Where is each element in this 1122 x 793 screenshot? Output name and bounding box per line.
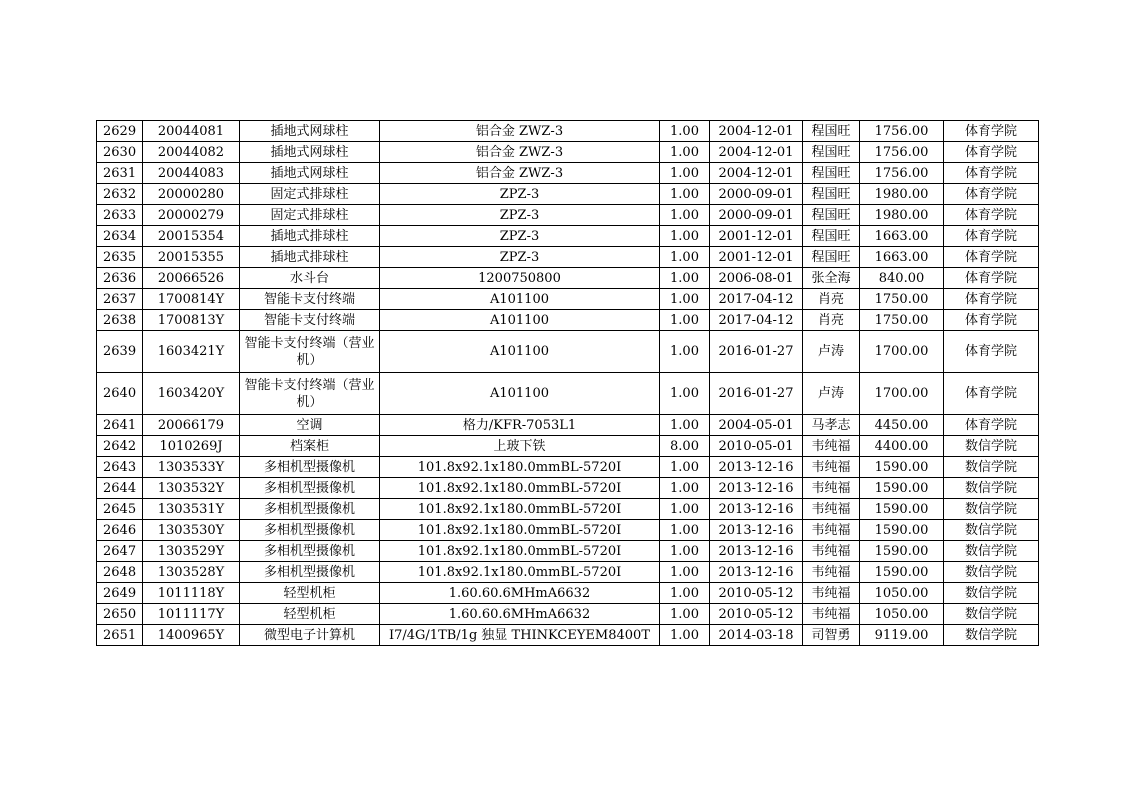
cell-spec: 铝合金 ZWZ-3 xyxy=(380,163,660,184)
table-row xyxy=(97,625,1039,646)
cell-asset-name: 插地式网球柱 xyxy=(240,163,380,184)
cell-asset-name: 多相机型摄像机 xyxy=(240,520,380,541)
cell-spec: ZPZ-3 xyxy=(380,205,660,226)
cell-custodian: 肖亮 xyxy=(803,289,860,310)
cell-custodian: 韦纯福 xyxy=(803,436,860,457)
cell-department: 体育学院 xyxy=(944,268,1039,289)
cell-spec: I7/4G/1TB/1g 独显 THINKCEYEM8400T xyxy=(380,625,660,646)
cell-quantity: 1.00 xyxy=(660,373,710,415)
table-row xyxy=(97,205,1039,226)
cell-custodian: 韦纯福 xyxy=(803,604,860,625)
cell-spec: ZPZ-3 xyxy=(380,226,660,247)
table-body xyxy=(97,121,1039,646)
cell-department: 数信学院 xyxy=(944,499,1039,520)
table-row xyxy=(97,583,1039,604)
cell-department: 体育学院 xyxy=(944,163,1039,184)
cell-department: 数信学院 xyxy=(944,457,1039,478)
cell-quantity: 1.00 xyxy=(660,499,710,520)
table-row xyxy=(97,184,1039,205)
cell-asset-id: 20044081 xyxy=(143,121,240,142)
cell-date: 2006-08-01 xyxy=(710,268,803,289)
cell-price: 1756.00 xyxy=(860,163,944,184)
cell-asset-name: 空调 xyxy=(240,415,380,436)
cell-seq: 2644 xyxy=(97,478,143,499)
cell-seq: 2651 xyxy=(97,625,143,646)
cell-price: 1700.00 xyxy=(860,373,944,415)
cell-asset-id: 1303531Y xyxy=(143,499,240,520)
cell-asset-id: 1303532Y xyxy=(143,478,240,499)
cell-quantity: 1.00 xyxy=(660,478,710,499)
cell-seq: 2630 xyxy=(97,142,143,163)
cell-asset-id: 1303533Y xyxy=(143,457,240,478)
cell-department: 体育学院 xyxy=(944,415,1039,436)
cell-asset-id: 1603420Y xyxy=(143,373,240,415)
cell-custodian: 韦纯福 xyxy=(803,520,860,541)
cell-seq: 2637 xyxy=(97,289,143,310)
table-row xyxy=(97,310,1039,331)
cell-custodian: 程国旺 xyxy=(803,205,860,226)
cell-quantity: 1.00 xyxy=(660,583,710,604)
cell-asset-name: 插地式网球柱 xyxy=(240,142,380,163)
cell-quantity: 1.00 xyxy=(660,625,710,646)
cell-quantity: 1.00 xyxy=(660,184,710,205)
cell-spec: 1200750800 xyxy=(380,268,660,289)
cell-custodian: 程国旺 xyxy=(803,184,860,205)
cell-seq: 2629 xyxy=(97,121,143,142)
cell-seq: 2650 xyxy=(97,604,143,625)
cell-department: 体育学院 xyxy=(944,331,1039,373)
cell-quantity: 1.00 xyxy=(660,121,710,142)
cell-spec: A101100 xyxy=(380,310,660,331)
cell-spec: 1.60.60.6MHmA6632 xyxy=(380,583,660,604)
cell-asset-name: 多相机型摄像机 xyxy=(240,457,380,478)
cell-date: 2004-12-01 xyxy=(710,163,803,184)
cell-price: 1700.00 xyxy=(860,331,944,373)
cell-quantity: 1.00 xyxy=(660,226,710,247)
table-row xyxy=(97,478,1039,499)
cell-asset-name: 水斗台 xyxy=(240,268,380,289)
cell-seq: 2634 xyxy=(97,226,143,247)
cell-price: 1050.00 xyxy=(860,604,944,625)
cell-spec: 101.8x92.1x180.0mmBL-5720I xyxy=(380,457,660,478)
cell-asset-id: 20044083 xyxy=(143,163,240,184)
cell-date: 2000-09-01 xyxy=(710,205,803,226)
cell-custodian: 韦纯福 xyxy=(803,478,860,499)
table-row xyxy=(97,247,1039,268)
cell-custodian: 程国旺 xyxy=(803,142,860,163)
cell-quantity: 1.00 xyxy=(660,163,710,184)
cell-department: 数信学院 xyxy=(944,478,1039,499)
cell-seq: 2638 xyxy=(97,310,143,331)
cell-asset-id: 1011118Y xyxy=(143,583,240,604)
cell-price: 1756.00 xyxy=(860,142,944,163)
cell-seq: 2639 xyxy=(97,331,143,373)
table-row xyxy=(97,415,1039,436)
cell-custodian: 韦纯福 xyxy=(803,562,860,583)
cell-asset-name: 插地式网球柱 xyxy=(240,121,380,142)
cell-quantity: 1.00 xyxy=(660,457,710,478)
cell-asset-id: 20015355 xyxy=(143,247,240,268)
cell-asset-id: 20015354 xyxy=(143,226,240,247)
cell-quantity: 1.00 xyxy=(660,604,710,625)
cell-asset-name: 智能卡支付终端 xyxy=(240,310,380,331)
cell-asset-name: 插地式排球柱 xyxy=(240,226,380,247)
cell-spec: A101100 xyxy=(380,373,660,415)
cell-custodian: 程国旺 xyxy=(803,226,860,247)
cell-department: 体育学院 xyxy=(944,226,1039,247)
cell-quantity: 1.00 xyxy=(660,268,710,289)
cell-date: 2000-09-01 xyxy=(710,184,803,205)
cell-asset-name: 智能卡支付终端（营业机） xyxy=(240,331,380,373)
cell-asset-id: 20066179 xyxy=(143,415,240,436)
cell-date: 2013-12-16 xyxy=(710,478,803,499)
cell-custodian: 韦纯福 xyxy=(803,499,860,520)
table-row xyxy=(97,226,1039,247)
cell-quantity: 1.00 xyxy=(660,310,710,331)
cell-seq: 2643 xyxy=(97,457,143,478)
cell-date: 2001-12-01 xyxy=(710,226,803,247)
cell-price: 4450.00 xyxy=(860,415,944,436)
table-row xyxy=(97,499,1039,520)
cell-quantity: 1.00 xyxy=(660,205,710,226)
cell-asset-name: 智能卡支付终端 xyxy=(240,289,380,310)
table-row xyxy=(97,541,1039,562)
cell-quantity: 1.00 xyxy=(660,331,710,373)
cell-seq: 2633 xyxy=(97,205,143,226)
cell-spec: 铝合金 ZWZ-3 xyxy=(380,142,660,163)
cell-asset-id: 20000280 xyxy=(143,184,240,205)
cell-spec: A101100 xyxy=(380,331,660,373)
cell-seq: 2648 xyxy=(97,562,143,583)
cell-asset-name: 固定式排球柱 xyxy=(240,184,380,205)
cell-department: 体育学院 xyxy=(944,373,1039,415)
cell-spec: 101.8x92.1x180.0mmBL-5720I xyxy=(380,541,660,562)
table-row xyxy=(97,289,1039,310)
table-row xyxy=(97,268,1039,289)
cell-spec: 铝合金 ZWZ-3 xyxy=(380,121,660,142)
cell-seq: 2632 xyxy=(97,184,143,205)
cell-date: 2016-01-27 xyxy=(710,373,803,415)
cell-department: 体育学院 xyxy=(944,310,1039,331)
cell-spec: 1.60.60.6MHmA6632 xyxy=(380,604,660,625)
cell-seq: 2640 xyxy=(97,373,143,415)
cell-spec: 101.8x92.1x180.0mmBL-5720I xyxy=(380,562,660,583)
cell-price: 1756.00 xyxy=(860,121,944,142)
table-row xyxy=(97,373,1039,415)
cell-quantity: 1.00 xyxy=(660,415,710,436)
table-row xyxy=(97,436,1039,457)
table-row xyxy=(97,331,1039,373)
cell-price: 1590.00 xyxy=(860,499,944,520)
cell-asset-name: 多相机型摄像机 xyxy=(240,478,380,499)
cell-price: 1980.00 xyxy=(860,184,944,205)
cell-custodian: 司智勇 xyxy=(803,625,860,646)
cell-asset-id: 1010269J xyxy=(143,436,240,457)
cell-spec: A101100 xyxy=(380,289,660,310)
cell-asset-id: 20044082 xyxy=(143,142,240,163)
cell-seq: 2641 xyxy=(97,415,143,436)
cell-department: 数信学院 xyxy=(944,562,1039,583)
cell-price: 1590.00 xyxy=(860,457,944,478)
cell-date: 2017-04-12 xyxy=(710,289,803,310)
cell-price: 1980.00 xyxy=(860,205,944,226)
cell-quantity: 1.00 xyxy=(660,289,710,310)
table-row xyxy=(97,163,1039,184)
cell-date: 2013-12-16 xyxy=(710,457,803,478)
cell-price: 1663.00 xyxy=(860,247,944,268)
cell-date: 2013-12-16 xyxy=(710,520,803,541)
cell-department: 体育学院 xyxy=(944,205,1039,226)
cell-quantity: 1.00 xyxy=(660,562,710,583)
cell-asset-id: 1303530Y xyxy=(143,520,240,541)
cell-asset-id: 20000279 xyxy=(143,205,240,226)
cell-asset-id: 1303529Y xyxy=(143,541,240,562)
cell-date: 2017-04-12 xyxy=(710,310,803,331)
cell-asset-id: 1603421Y xyxy=(143,331,240,373)
cell-seq: 2631 xyxy=(97,163,143,184)
cell-asset-name: 微型电子计算机 xyxy=(240,625,380,646)
cell-spec: 格力/KFR-7053L1 xyxy=(380,415,660,436)
cell-spec: 上玻下铁 xyxy=(380,436,660,457)
cell-date: 2013-12-16 xyxy=(710,499,803,520)
cell-custodian: 马孝志 xyxy=(803,415,860,436)
cell-department: 数信学院 xyxy=(944,604,1039,625)
asset-table xyxy=(96,120,1039,646)
cell-date: 2013-12-16 xyxy=(710,541,803,562)
cell-price: 1590.00 xyxy=(860,562,944,583)
cell-custodian: 韦纯福 xyxy=(803,457,860,478)
cell-custodian: 程国旺 xyxy=(803,247,860,268)
table-row xyxy=(97,121,1039,142)
table-row xyxy=(97,520,1039,541)
cell-price: 1663.00 xyxy=(860,226,944,247)
cell-asset-id: 1700814Y xyxy=(143,289,240,310)
cell-spec: ZPZ-3 xyxy=(380,184,660,205)
cell-department: 体育学院 xyxy=(944,289,1039,310)
cell-asset-name: 智能卡支付终端（营业机） xyxy=(240,373,380,415)
cell-department: 体育学院 xyxy=(944,247,1039,268)
cell-custodian: 韦纯福 xyxy=(803,541,860,562)
cell-asset-name: 多相机型摄像机 xyxy=(240,541,380,562)
cell-department: 数信学院 xyxy=(944,625,1039,646)
cell-seq: 2642 xyxy=(97,436,143,457)
cell-price: 1590.00 xyxy=(860,541,944,562)
cell-date: 2010-05-12 xyxy=(710,604,803,625)
cell-seq: 2645 xyxy=(97,499,143,520)
cell-date: 2014-03-18 xyxy=(710,625,803,646)
cell-seq: 2635 xyxy=(97,247,143,268)
cell-asset-name: 多相机型摄像机 xyxy=(240,562,380,583)
table-row xyxy=(97,562,1039,583)
cell-asset-name: 轻型机柜 xyxy=(240,604,380,625)
cell-price: 4400.00 xyxy=(860,436,944,457)
cell-asset-id: 20066526 xyxy=(143,268,240,289)
cell-spec: ZPZ-3 xyxy=(380,247,660,268)
cell-price: 840.00 xyxy=(860,268,944,289)
cell-custodian: 卢涛 xyxy=(803,373,860,415)
cell-asset-name: 固定式排球柱 xyxy=(240,205,380,226)
cell-asset-name: 轻型机柜 xyxy=(240,583,380,604)
cell-seq: 2647 xyxy=(97,541,143,562)
cell-asset-name: 多相机型摄像机 xyxy=(240,499,380,520)
cell-seq: 2646 xyxy=(97,520,143,541)
table-row xyxy=(97,457,1039,478)
cell-quantity: 1.00 xyxy=(660,247,710,268)
cell-price: 1750.00 xyxy=(860,310,944,331)
cell-price: 1590.00 xyxy=(860,520,944,541)
cell-spec: 101.8x92.1x180.0mmBL-5720I xyxy=(380,499,660,520)
cell-price: 1590.00 xyxy=(860,478,944,499)
cell-asset-id: 1700813Y xyxy=(143,310,240,331)
cell-date: 2004-12-01 xyxy=(710,121,803,142)
cell-department: 体育学院 xyxy=(944,184,1039,205)
cell-custodian: 卢涛 xyxy=(803,331,860,373)
table-row xyxy=(97,604,1039,625)
cell-price: 1050.00 xyxy=(860,583,944,604)
cell-date: 2004-05-01 xyxy=(710,415,803,436)
cell-date: 2013-12-16 xyxy=(710,562,803,583)
cell-department: 数信学院 xyxy=(944,520,1039,541)
cell-asset-name: 插地式排球柱 xyxy=(240,247,380,268)
cell-quantity: 1.00 xyxy=(660,541,710,562)
cell-asset-id: 1303528Y xyxy=(143,562,240,583)
cell-quantity: 8.00 xyxy=(660,436,710,457)
cell-quantity: 1.00 xyxy=(660,142,710,163)
cell-asset-id: 1400965Y xyxy=(143,625,240,646)
cell-asset-name: 档案柜 xyxy=(240,436,380,457)
cell-price: 9119.00 xyxy=(860,625,944,646)
cell-date: 2004-12-01 xyxy=(710,142,803,163)
cell-custodian: 韦纯福 xyxy=(803,583,860,604)
cell-spec: 101.8x92.1x180.0mmBL-5720I xyxy=(380,520,660,541)
cell-seq: 2636 xyxy=(97,268,143,289)
cell-department: 数信学院 xyxy=(944,583,1039,604)
cell-asset-id: 1011117Y xyxy=(143,604,240,625)
cell-date: 2010-05-01 xyxy=(710,436,803,457)
table-row xyxy=(97,142,1039,163)
cell-department: 体育学院 xyxy=(944,121,1039,142)
cell-date: 2010-05-12 xyxy=(710,583,803,604)
cell-department: 数信学院 xyxy=(944,541,1039,562)
cell-department: 体育学院 xyxy=(944,142,1039,163)
cell-custodian: 程国旺 xyxy=(803,121,860,142)
cell-department: 数信学院 xyxy=(944,436,1039,457)
cell-seq: 2649 xyxy=(97,583,143,604)
cell-date: 2001-12-01 xyxy=(710,247,803,268)
cell-custodian: 肖亮 xyxy=(803,310,860,331)
cell-date: 2016-01-27 xyxy=(710,331,803,373)
cell-quantity: 1.00 xyxy=(660,520,710,541)
cell-spec: 101.8x92.1x180.0mmBL-5720I xyxy=(380,478,660,499)
cell-custodian: 张全海 xyxy=(803,268,860,289)
cell-custodian: 程国旺 xyxy=(803,163,860,184)
cell-price: 1750.00 xyxy=(860,289,944,310)
